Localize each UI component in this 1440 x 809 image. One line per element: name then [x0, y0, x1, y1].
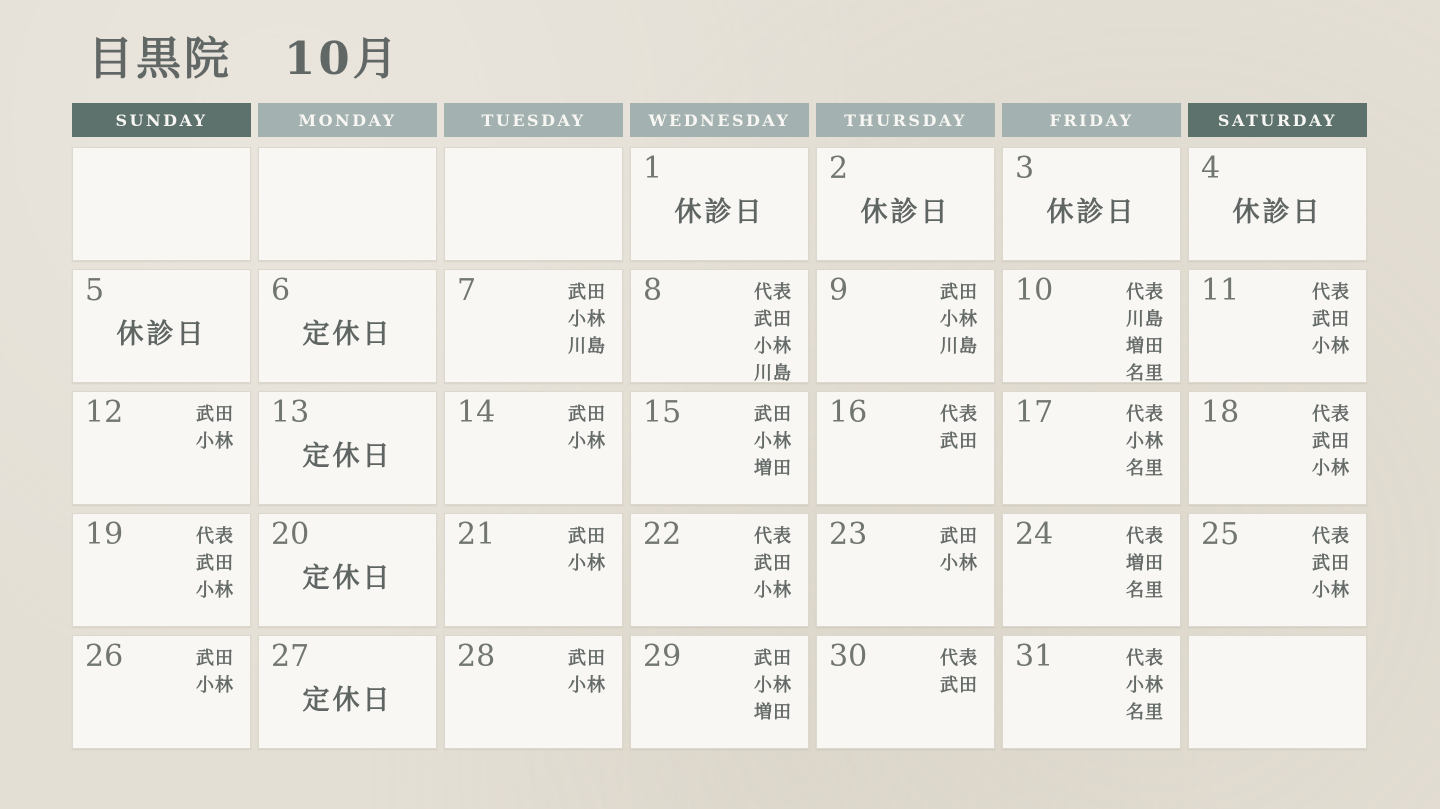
- day-number: 13: [271, 395, 310, 430]
- day-cell-23: [816, 513, 995, 627]
- staff-name: 名里: [1126, 702, 1164, 723]
- staff-name: 小林: [196, 580, 234, 601]
- staff-name: 代表: [1312, 404, 1350, 425]
- day-number: 18: [1201, 395, 1240, 430]
- calendar-page: [0, 32, 1440, 809]
- staff-name: 小林: [1312, 336, 1350, 357]
- staff-name: 武田: [754, 648, 792, 669]
- day-cell-10: [1002, 269, 1181, 383]
- staff-list: [754, 401, 792, 482]
- staff-name: 代表: [940, 404, 978, 425]
- staff-name: 代表: [1126, 404, 1164, 425]
- staff-name: 武田: [568, 282, 606, 303]
- staff-name: 代表: [754, 526, 792, 547]
- page-title: [88, 32, 1440, 86]
- day-cell-19: [72, 513, 251, 627]
- day-number: 3: [1015, 151, 1035, 186]
- day-number: 4: [1201, 151, 1221, 186]
- staff-name: 小林: [1312, 458, 1350, 479]
- day-number: 12: [85, 395, 124, 430]
- day-cell-18: [1188, 391, 1367, 505]
- day-cell-25: [1188, 513, 1367, 627]
- day-cell-8: [630, 269, 809, 383]
- day-cell-13: [258, 391, 437, 505]
- day-cell-24: [1002, 513, 1181, 627]
- staff-list: [940, 645, 978, 699]
- staff-name: 小林: [754, 675, 792, 696]
- staff-name: 武田: [568, 404, 606, 425]
- staff-list: [1126, 523, 1164, 604]
- day-cell-2: [816, 147, 995, 261]
- day-cell-22: [630, 513, 809, 627]
- empty-cell: [1188, 635, 1367, 749]
- staff-name: 小林: [940, 309, 978, 330]
- staff-name: 増田: [754, 702, 792, 723]
- staff-name: 武田: [940, 526, 978, 547]
- day-number: 22: [643, 517, 682, 552]
- day-cell-11: [1188, 269, 1367, 383]
- staff-name: 武田: [754, 309, 792, 330]
- day-cell-6: [258, 269, 437, 383]
- day-number: 11: [1201, 273, 1240, 308]
- staff-name: 武田: [568, 648, 606, 669]
- day-cell-9: [816, 269, 995, 383]
- day-cell-31: [1002, 635, 1181, 749]
- staff-name: 小林: [940, 553, 978, 574]
- staff-list: [1126, 401, 1164, 482]
- staff-name: 武田: [754, 553, 792, 574]
- day-cell-20: [258, 513, 437, 627]
- staff-name: 代表: [196, 526, 234, 547]
- staff-name: 代表: [1126, 282, 1164, 303]
- staff-list: [940, 523, 978, 577]
- closed-label: 休診日: [1046, 197, 1137, 228]
- staff-list: [1126, 645, 1164, 726]
- staff-name: 武田: [1312, 309, 1350, 330]
- empty-cell: [444, 147, 623, 261]
- staff-list: [196, 523, 234, 604]
- staff-name: 小林: [1126, 675, 1164, 696]
- staff-list: [1312, 279, 1350, 360]
- day-cell-29: [630, 635, 809, 749]
- day-cell-27: [258, 635, 437, 749]
- staff-name: 名里: [1126, 580, 1164, 601]
- staff-name: 増田: [1126, 336, 1164, 357]
- day-number: 1: [643, 151, 663, 186]
- day-number: 9: [829, 273, 849, 308]
- day-cell-14: [444, 391, 623, 505]
- day-header-row: [72, 103, 1367, 137]
- day-cell-16: [816, 391, 995, 505]
- calendar-grid: [72, 147, 1367, 749]
- day-cell-5: [72, 269, 251, 383]
- staff-name: 川島: [568, 336, 606, 357]
- staff-name: 川島: [754, 363, 792, 384]
- day-number: 26: [85, 639, 124, 674]
- day-number: 25: [1201, 517, 1240, 552]
- day-cell-15: [630, 391, 809, 505]
- staff-list: [568, 523, 606, 577]
- day-number: 23: [829, 517, 868, 552]
- day-cell-17: [1002, 391, 1181, 505]
- day-number: 7: [457, 273, 477, 308]
- day-cell-30: [816, 635, 995, 749]
- day-cell-28: [444, 635, 623, 749]
- staff-name: 小林: [196, 431, 234, 452]
- day-number: 5: [85, 273, 105, 308]
- staff-name: 武田: [196, 404, 234, 425]
- empty-cell: [72, 147, 251, 261]
- staff-name: 川島: [1126, 309, 1164, 330]
- staff-name: 代表: [754, 282, 792, 303]
- day-number: 21: [457, 517, 496, 552]
- staff-name: 武田: [196, 553, 234, 574]
- day-number: 30: [829, 639, 868, 674]
- staff-name: 名里: [1126, 363, 1164, 384]
- day-header-wednesday: WEDNESDAY: [630, 103, 809, 137]
- day-header-tuesday: TUESDAY: [444, 103, 623, 137]
- staff-name: 武田: [940, 675, 978, 696]
- staff-list: [196, 645, 234, 699]
- staff-name: 小林: [754, 431, 792, 452]
- staff-list: [568, 279, 606, 360]
- day-number: 27: [271, 639, 310, 674]
- staff-list: [568, 645, 606, 699]
- closed-label: 定休日: [302, 441, 393, 472]
- calendar: [72, 103, 1367, 749]
- staff-name: 武田: [196, 648, 234, 669]
- day-number: 19: [85, 517, 124, 552]
- staff-name: 武田: [754, 404, 792, 425]
- staff-name: 名里: [1126, 458, 1164, 479]
- staff-name: 増田: [754, 458, 792, 479]
- staff-name: 小林: [568, 553, 606, 574]
- day-number: 15: [643, 395, 682, 430]
- day-cell-3: [1002, 147, 1181, 261]
- staff-name: 武田: [568, 526, 606, 547]
- staff-name: 小林: [568, 675, 606, 696]
- staff-name: 小林: [754, 580, 792, 601]
- day-header-friday: FRIDAY: [1002, 103, 1181, 137]
- day-header-saturday: SATURDAY: [1188, 103, 1367, 137]
- day-cell-26: [72, 635, 251, 749]
- staff-name: 代表: [1312, 282, 1350, 303]
- closed-label: 定休日: [302, 685, 393, 716]
- day-header-thursday: THURSDAY: [816, 103, 995, 137]
- day-header-monday: MONDAY: [258, 103, 437, 137]
- day-cell-12: [72, 391, 251, 505]
- day-number: 17: [1015, 395, 1054, 430]
- day-number: 6: [271, 273, 291, 308]
- staff-name: 小林: [568, 431, 606, 452]
- day-number: 31: [1015, 639, 1054, 674]
- staff-list: [1126, 279, 1164, 387]
- staff-list: [940, 279, 978, 360]
- staff-name: 増田: [1126, 553, 1164, 574]
- staff-name: 川島: [940, 336, 978, 357]
- day-number: 16: [829, 395, 868, 430]
- staff-list: [754, 279, 792, 387]
- staff-name: 代表: [940, 648, 978, 669]
- staff-list: [196, 401, 234, 455]
- empty-cell: [258, 147, 437, 261]
- staff-list: [754, 523, 792, 604]
- staff-name: 武田: [940, 431, 978, 452]
- staff-name: 代表: [1126, 526, 1164, 547]
- clinic-name: 目黒院: [88, 32, 233, 85]
- staff-name: 小林: [1126, 431, 1164, 452]
- staff-list: [1312, 523, 1350, 604]
- closed-label: 休診日: [1232, 197, 1323, 228]
- staff-name: 小林: [568, 309, 606, 330]
- day-number: 29: [643, 639, 682, 674]
- staff-name: 小林: [196, 675, 234, 696]
- day-number: 14: [457, 395, 496, 430]
- day-header-sunday: SUNDAY: [72, 103, 251, 137]
- closed-label: 休診日: [116, 319, 207, 350]
- closed-label: 定休日: [302, 319, 393, 350]
- closed-label: 休診日: [674, 197, 765, 228]
- day-cell-7: [444, 269, 623, 383]
- staff-name: 代表: [1126, 648, 1164, 669]
- staff-name: 武田: [1312, 431, 1350, 452]
- closed-label: 休診日: [860, 197, 951, 228]
- closed-label: 定休日: [302, 563, 393, 594]
- staff-list: [568, 401, 606, 455]
- staff-name: 小林: [1312, 580, 1350, 601]
- staff-name: 代表: [1312, 526, 1350, 547]
- staff-list: [1312, 401, 1350, 482]
- day-number: 28: [457, 639, 496, 674]
- day-number: 20: [271, 517, 310, 552]
- day-cell-4: [1188, 147, 1367, 261]
- staff-list: [940, 401, 978, 455]
- staff-list: [754, 645, 792, 726]
- staff-name: 小林: [754, 336, 792, 357]
- staff-name: 武田: [940, 282, 978, 303]
- day-number: 24: [1015, 517, 1054, 552]
- month-label: 10月: [284, 32, 401, 85]
- day-cell-21: [444, 513, 623, 627]
- day-number: 8: [643, 273, 663, 308]
- staff-name: 武田: [1312, 553, 1350, 574]
- day-cell-1: [630, 147, 809, 261]
- day-number: 10: [1015, 273, 1054, 308]
- day-number: 2: [829, 151, 849, 186]
